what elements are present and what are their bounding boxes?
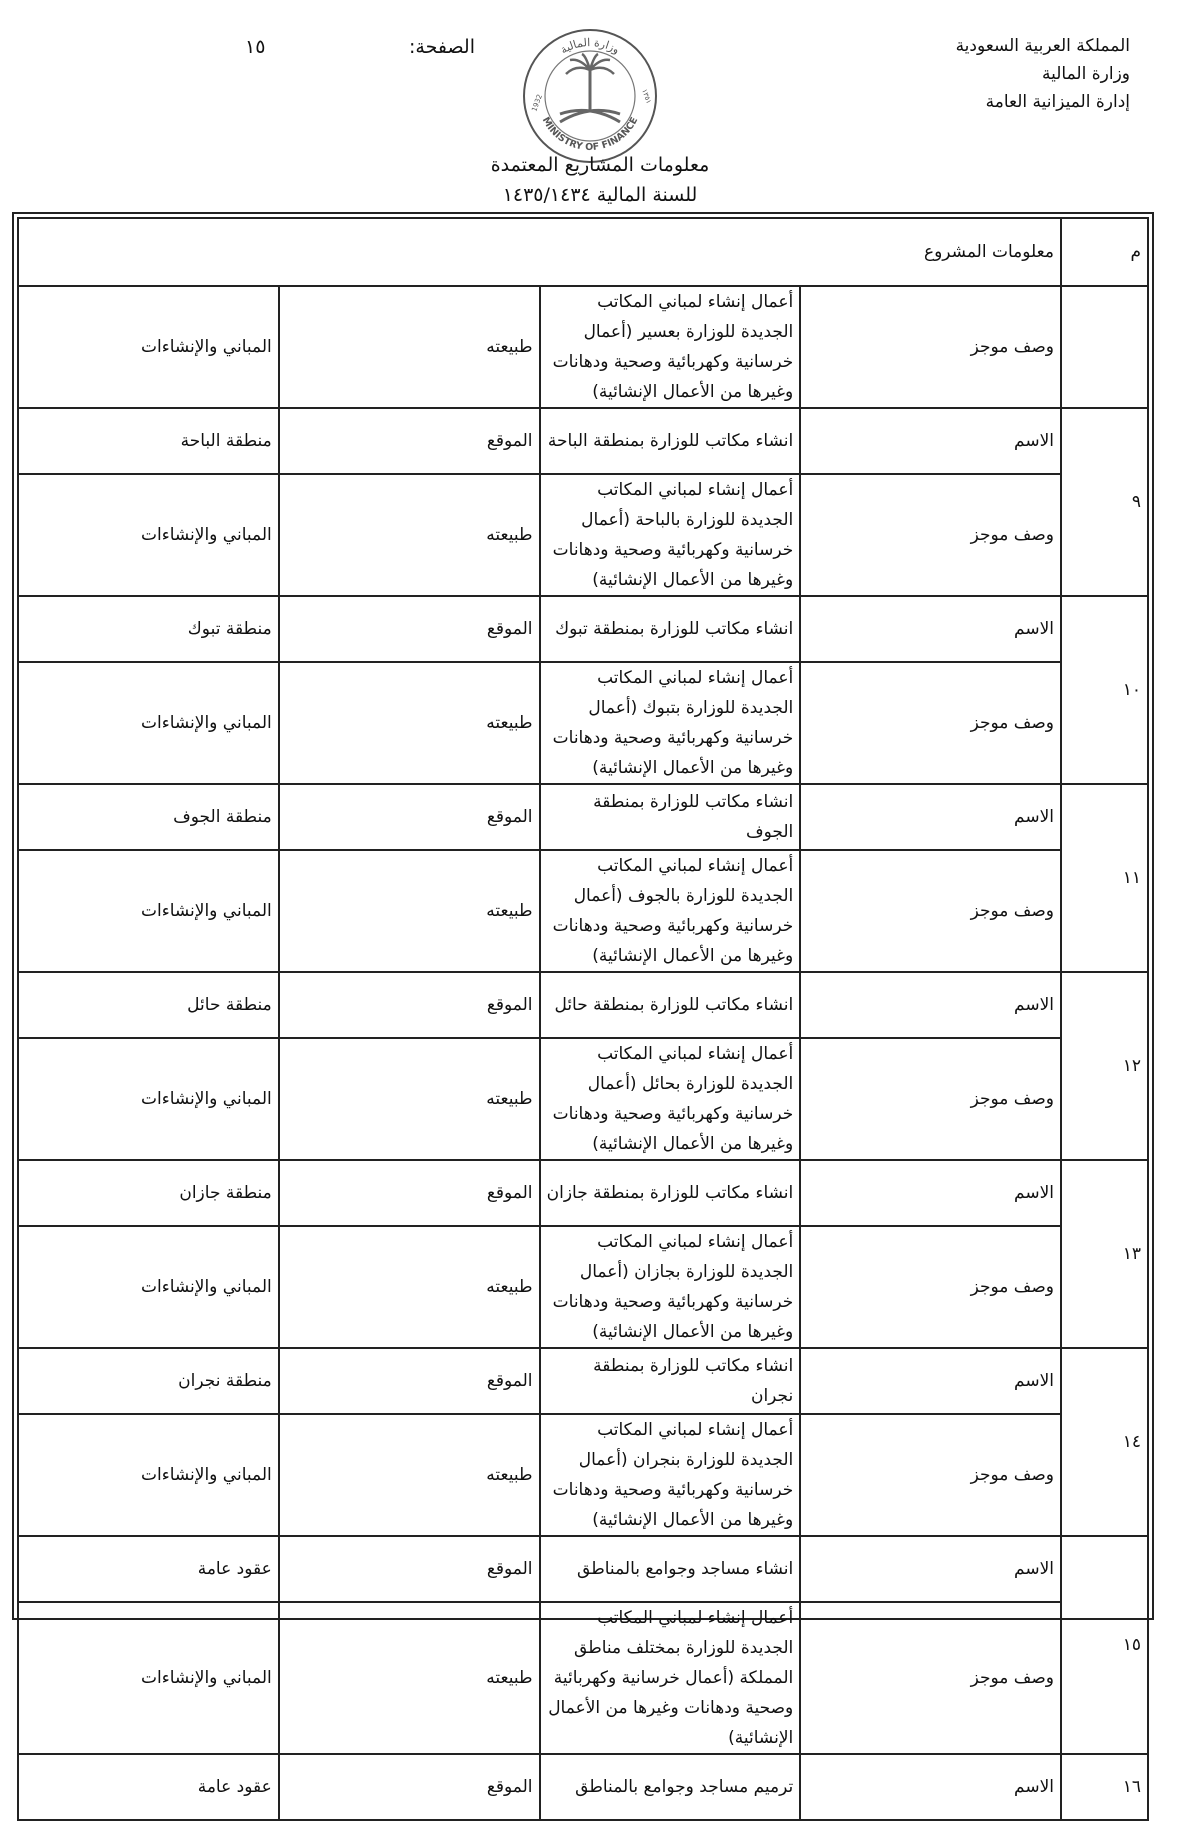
nature-value: المباني والإنشاءات [18, 286, 279, 408]
nature-label: طبيعته [279, 662, 540, 784]
name-label: الاسم [800, 784, 1061, 850]
project-location: عقود عامة [18, 1754, 279, 1820]
nature-label: طبيعته [279, 1226, 540, 1348]
name-label: الاسم [800, 596, 1061, 662]
table-header-row [18, 218, 1148, 286]
location-label: الموقع [279, 596, 540, 662]
project-location: منطقة جازان [18, 1160, 279, 1226]
fiscal-year-subtitle: للسنة المالية ١٤٣٥/١٤٣٤ [502, 184, 698, 206]
brief-label: وصف موجز [800, 1038, 1061, 1160]
organization-header [956, 32, 1130, 116]
project-number: ١٥ [1061, 1536, 1148, 1754]
name-label: الاسم [800, 1160, 1061, 1226]
location-label: الموقع [279, 1348, 540, 1414]
location-label: الموقع [279, 784, 540, 850]
document-title: معلومات المشاريع المعتمدة [490, 154, 710, 176]
project-brief-row [18, 1414, 1148, 1536]
continuation-number-cell [1061, 286, 1148, 408]
name-label: الاسم [800, 408, 1061, 474]
project-name: انشاء مكاتب للوزارة بمنطقة تبوك [540, 596, 801, 662]
nature-value: المباني والإنشاءات [18, 662, 279, 784]
project-location: منطقة الباحة [18, 408, 279, 474]
page-number: ١٥ [245, 36, 266, 58]
brief-label: وصف موجز [800, 1414, 1061, 1536]
brief-label: وصف موجز [800, 662, 1061, 784]
project-brief-row [18, 1602, 1148, 1754]
location-label: الموقع [279, 408, 540, 474]
header-number: م [1061, 218, 1148, 286]
project-name: انشاء مكاتب للوزارة بمنطقة جازان [540, 1160, 801, 1226]
brief-description: أعمال إنشاء لمباني المكاتب الجديدة للوزارة بحائل (أعمال خرسانية وكهربائية وصحية ودهانات وغيرها من الأعمال الإنشائية) [540, 1038, 801, 1160]
nature-label: طبيعته [279, 850, 540, 972]
name-label: الاسم [800, 1536, 1061, 1602]
project-location: منطقة حائل [18, 972, 279, 1038]
project-name: انشاء مكاتب للوزارة بمنطقة نجران [540, 1348, 801, 1414]
location-label: الموقع [279, 1160, 540, 1226]
project-brief-row [18, 1226, 1148, 1348]
nature-label: طبيعته [279, 1602, 540, 1754]
nature-value: المباني والإنشاءات [18, 1602, 279, 1754]
project-name: انشاء مكاتب للوزارة بمنطقة الباحة [540, 408, 801, 474]
project-name-row [18, 596, 1148, 662]
project-name-row [18, 972, 1148, 1038]
continuation-row [18, 286, 1148, 408]
svg-text:١٣٥١: ١٣٥١ [640, 87, 653, 105]
project-name-row [18, 1348, 1148, 1414]
project-number: ١٦ [1061, 1754, 1148, 1820]
project-number: ١٠ [1061, 596, 1148, 784]
project-brief-row [18, 474, 1148, 596]
project-name-row [18, 1160, 1148, 1226]
brief-description: أعمال إنشاء لمباني المكاتب الجديدة للوزارة بالجوف (أعمال خرسانية وكهربائية وصحية ودهانات وغيرها من الأعمال الإنشائية) [540, 850, 801, 972]
location-label: الموقع [279, 1754, 540, 1820]
page-label: الصفحة: [408, 36, 475, 58]
brief-label: وصف موجز [800, 1226, 1061, 1348]
nature-value: المباني والإنشاءات [18, 850, 279, 972]
project-name-row [18, 1754, 1148, 1820]
ministry-seal-logo [520, 26, 660, 166]
nature-label: طبيعته [279, 286, 540, 408]
name-label: الاسم [800, 972, 1061, 1038]
brief-label: وصف موجز [800, 1602, 1061, 1754]
nature-value: المباني والإنشاءات [18, 1038, 279, 1160]
name-label: الاسم [800, 1754, 1061, 1820]
brief-description: أعمال إنشاء لمباني المكاتب الجديدة للوزارة بعسير (أعمال خرسانية وكهربائية وصحية ودهانات وغيرها من الأعمال الإنشائية) [540, 286, 801, 408]
org-line-department: إدارة الميزانية العامة [985, 92, 1130, 112]
svg-text:1932: 1932 [530, 93, 544, 113]
nature-value: المباني والإنشاءات [18, 1414, 279, 1536]
project-number: ١٢ [1061, 972, 1148, 1160]
brief-description: أعمال إنشاء لمباني المكاتب الجديدة للوزارة بنجران (أعمال خرسانية وكهربائية وصحية ودهانات وغيرها من الأعمال الإنشائية) [540, 1414, 801, 1536]
location-label: الموقع [279, 1536, 540, 1602]
project-name-row [18, 408, 1148, 474]
project-number: ٩ [1061, 408, 1148, 596]
project-brief-row [18, 850, 1148, 972]
brief-description: أعمال إنشاء لمباني المكاتب الجديدة للوزارة بمختلف مناطق المملكة (أعمال خرسانية وكهربائية وصحية ودهانات وغيرها من الأعمال الإنشائية) [540, 1602, 801, 1754]
projects-table [17, 217, 1149, 1821]
project-name: انشاء مساجد وجوامع بالمناطق [540, 1536, 801, 1602]
project-name-row [18, 784, 1148, 850]
org-line-ministry: وزارة المالية [1042, 64, 1130, 84]
project-location: منطقة نجران [18, 1348, 279, 1414]
name-label: الاسم [800, 1348, 1061, 1414]
brief-description: أعمال إنشاء لمباني المكاتب الجديدة للوزارة بالباحة (أعمال خرسانية وكهربائية وصحية ودهانات وغيرها من الأعمال الإنشائية) [540, 474, 801, 596]
brief-description: أعمال إنشاء لمباني المكاتب الجديدة للوزارة بجازان (أعمال خرسانية وكهربائية وصحية ودهانات وغيرها من الأعمال الإنشائية) [540, 1226, 801, 1348]
nature-label: طبيعته [279, 474, 540, 596]
header-project-info: معلومات المشروع [18, 218, 1061, 286]
project-name: انشاء مكاتب للوزارة بمنطقة حائل [540, 972, 801, 1038]
project-name-row [18, 1536, 1148, 1602]
brief-label: وصف موجز [800, 850, 1061, 972]
svg-text:MINISTRY OF FINANCE: MINISTRY OF FINANCE [539, 115, 641, 154]
nature-value: المباني والإنشاءات [18, 1226, 279, 1348]
nature-value: المباني والإنشاءات [18, 474, 279, 596]
svg-text:وزارة المالية: وزارة المالية [558, 35, 622, 57]
brief-label: وصف موجز [800, 474, 1061, 596]
location-label: الموقع [279, 972, 540, 1038]
project-number: ١٣ [1061, 1160, 1148, 1348]
project-location: عقود عامة [18, 1536, 279, 1602]
project-brief-row [18, 1038, 1148, 1160]
project-name: انشاء مكاتب للوزارة بمنطقة الجوف [540, 784, 801, 850]
project-name: ترميم مساجد وجوامع بالمناطق [540, 1754, 801, 1820]
project-location: منطقة الجوف [18, 784, 279, 850]
project-number: ١١ [1061, 784, 1148, 972]
project-location: منطقة تبوك [18, 596, 279, 662]
nature-label: طبيعته [279, 1038, 540, 1160]
brief-description: أعمال إنشاء لمباني المكاتب الجديدة للوزارة بتبوك (أعمال خرسانية وكهربائية وصحية ودهانات وغيرها من الأعمال الإنشائية) [540, 662, 801, 784]
project-brief-row [18, 662, 1148, 784]
brief-label: وصف موجز [800, 286, 1061, 408]
nature-label: طبيعته [279, 1414, 540, 1536]
project-number: ١٤ [1061, 1348, 1148, 1536]
org-line-kingdom: المملكة العربية السعودية [955, 36, 1130, 56]
